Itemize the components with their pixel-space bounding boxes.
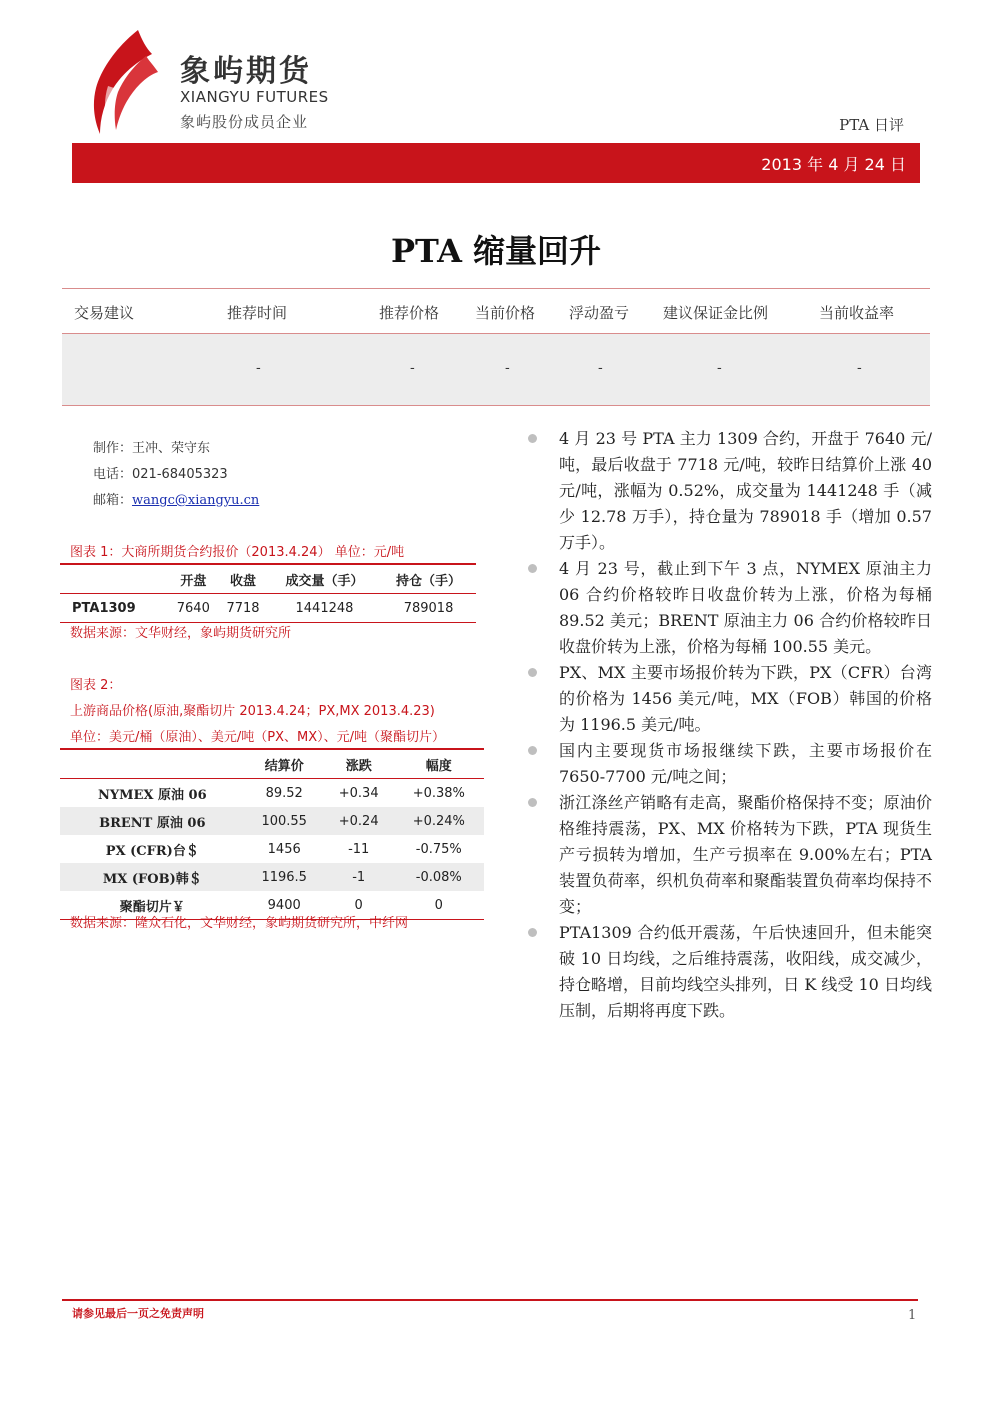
table-cell: MX (FOB)韩＄ xyxy=(60,863,245,891)
table-header-cell: 幅度 xyxy=(394,749,484,779)
table-cell: 9400 xyxy=(245,891,324,920)
rec-header-pnl: 浮动盈亏 xyxy=(569,304,630,322)
table-header-cell: 收盘 xyxy=(218,564,268,594)
table2-caption-title: 图表 2： xyxy=(70,678,122,693)
divider xyxy=(62,288,930,289)
report-title: PTA 缩量回升 xyxy=(390,232,602,270)
report-date: 2013 年 4 月 24 日 xyxy=(761,155,906,174)
bullet-icon xyxy=(528,564,537,573)
table-header-row xyxy=(60,749,484,779)
list-item-text: 浙江涤丝产销略有走高，聚酯价格保持不变；原油价格维持震荡，PX、MX 价格转为下跌，PTA 现货生产亏损转为增加，生产亏损率在 9.00%左右；PTA 装置负荷率，织机负荷率和聚酯装置负荷率均保持不变； xyxy=(559,793,932,916)
email-line xyxy=(93,489,259,508)
rec-value-time: - xyxy=(256,360,261,376)
table-row xyxy=(60,807,484,835)
list-item xyxy=(528,920,932,1024)
table-row xyxy=(60,835,484,863)
bullet-icon xyxy=(528,668,537,677)
table-cell: BRENT 原油 06 xyxy=(60,807,245,835)
table-cell: -0.08% xyxy=(394,863,484,891)
table-cell: +0.38% xyxy=(412,785,465,801)
table1-source: 数据来源：文华财经，象屿期货研究所 xyxy=(70,626,292,641)
table-row xyxy=(60,594,476,623)
futures-quote-table xyxy=(60,563,476,623)
list-item-text: PX、MX 主要市场报价转为下跌，PX（CFR）台湾的价格为 1456 美元/吨，MX（FOB）韩国的价格为 1196.5 美元/吨。 xyxy=(559,663,932,734)
bullet-icon xyxy=(528,928,537,937)
table-header-cell: 持仓（手） xyxy=(381,564,476,594)
list-item-text: PTA1309 合约低开震荡，午后快速回升，但未能突破 10 日均线，之后维持震荡，收阳线，成交减少，持仓略增，目前均线空头排列，日 K 线受 10 日均线压制，后期将再度下跌。 xyxy=(559,923,932,1020)
list-item-text: 4 月 23 号 PTA 主力 1309 合约，开盘于 7640 元/吨，最后收盘于 7718 元/吨，较昨日结算价上涨 40 元/吨，涨幅为 0.52%，成交量为 1441248 手（减少 12.78 万手），持仓量为 789018 手（增加 0.57 万手）。 xyxy=(559,429,932,552)
list-item xyxy=(528,426,932,556)
email-label: 邮箱： xyxy=(93,493,133,508)
list-item-text: 4 月 23 号，截止到下午 3 点，NYMEX 原油主力 06 合约价格较昨日收盘价转为上涨，价格为每桶 89.52 美元；BRENT 原油主力 06 合约价格较昨日收盘价转为上涨，价格为每桶 100.55 美元。 xyxy=(559,559,932,656)
author-label: 制作： xyxy=(93,441,133,456)
rec-header-advice: 交易建议 xyxy=(74,304,135,322)
rec-header-price: 推荐价格 xyxy=(379,304,440,322)
market-commentary-list xyxy=(528,426,932,1024)
table-cell: +0.24% xyxy=(394,807,484,835)
divider xyxy=(62,405,930,406)
phone-line xyxy=(93,463,228,482)
bullet-icon xyxy=(528,798,537,807)
table-row xyxy=(60,779,484,808)
table-header-cell: 涨跌 xyxy=(324,749,394,779)
recommendation-values-row xyxy=(62,334,930,406)
table-header-cell: 结算价 xyxy=(245,749,324,779)
list-item xyxy=(528,738,932,790)
table-cell: PTA1309 xyxy=(60,594,168,623)
logo-mark-icon xyxy=(86,26,158,136)
table-cell: +0.34 xyxy=(338,785,379,801)
email-link[interactable]: wangc@xiangyu.cn xyxy=(132,493,260,508)
table-header-cell xyxy=(60,564,168,594)
table-cell: -1 xyxy=(324,863,394,891)
rec-header-return: 当前收益率 xyxy=(819,304,895,322)
table-cell: PX (CFR)台＄ xyxy=(105,843,199,859)
phone-number: 021-68405323 xyxy=(132,467,228,482)
disclaimer-link[interactable]: 请参见最后一页之免责声明 xyxy=(72,1307,204,1320)
document-type: PTA 日评 xyxy=(839,116,904,134)
table-cell: 1196.5 xyxy=(245,863,324,891)
rec-header-margin: 建议保证金比例 xyxy=(663,304,769,322)
table-cell: 1456 xyxy=(267,841,301,857)
list-item xyxy=(528,660,932,738)
table-cell: 0 xyxy=(324,891,394,920)
table-cell: -0.75% xyxy=(415,841,462,857)
rec-header-current-price: 当前价格 xyxy=(475,304,536,322)
table-cell: 1441248 xyxy=(268,594,381,623)
author-line xyxy=(93,437,210,456)
logo-text-en: XIANGYU FUTURES xyxy=(180,88,329,106)
table-cell: 89.52 xyxy=(265,785,303,801)
table2-source: 数据来源：隆众石化，文华财经，象屿期货研究所，中纤网 xyxy=(70,916,409,931)
author-names: 王冲、荣守东 xyxy=(132,441,211,456)
table-cell: 7718 xyxy=(218,594,268,623)
list-item xyxy=(528,790,932,920)
list-item-text: 国内主要现货市场报继续下跌，主要市场报价在 7650-7700 元/吨之间； xyxy=(559,741,932,786)
table1-caption: 图表 1：大商所期货合约报价（2013.4.24） 单位：元/吨 xyxy=(70,545,405,560)
bullet-icon xyxy=(528,746,537,755)
table2-caption-units: 单位：美元/桶（原油）、美元/吨（PX、MX）、元/吨（聚酯切片） xyxy=(70,730,446,745)
rec-value-return: - xyxy=(857,360,862,376)
rec-value-price: - xyxy=(410,360,415,376)
table-header-cell: 开盘 xyxy=(168,564,218,594)
table-cell: 100.55 xyxy=(245,807,324,835)
table-header-cell: 成交量（手） xyxy=(268,564,381,594)
list-item xyxy=(528,556,932,660)
table2-caption-dates: 上游商品价格(原油,聚酯切片 2013.4.24；PX,MX 2013.4.23) xyxy=(70,704,435,719)
table-cell: +0.24 xyxy=(324,807,394,835)
footer-divider xyxy=(62,1299,918,1301)
page-number: 1 xyxy=(908,1308,917,1323)
table-cell: NYMEX 原油 06 xyxy=(97,787,207,803)
phone-label: 电话： xyxy=(93,467,133,482)
logo-subtitle: 象屿股份成员企业 xyxy=(180,113,309,131)
table-cell: 0 xyxy=(394,891,484,920)
table-cell: 789018 xyxy=(381,594,476,623)
table-cell: 7640 xyxy=(168,594,218,623)
table-header-row xyxy=(60,564,476,594)
rec-header-time: 推荐时间 xyxy=(227,304,288,322)
logo-text-cn: 象屿期货 xyxy=(180,54,312,89)
rec-value-margin: - xyxy=(717,360,722,376)
table-row xyxy=(60,863,484,891)
rec-value-pnl: - xyxy=(598,360,603,376)
table-cell: -11 xyxy=(348,841,370,857)
upstream-price-table xyxy=(60,748,484,920)
table-header-cell xyxy=(60,749,245,779)
bullet-icon xyxy=(528,434,537,443)
table-cell: 聚酯切片￥ xyxy=(60,891,245,920)
rec-value-current-price: - xyxy=(505,360,510,376)
